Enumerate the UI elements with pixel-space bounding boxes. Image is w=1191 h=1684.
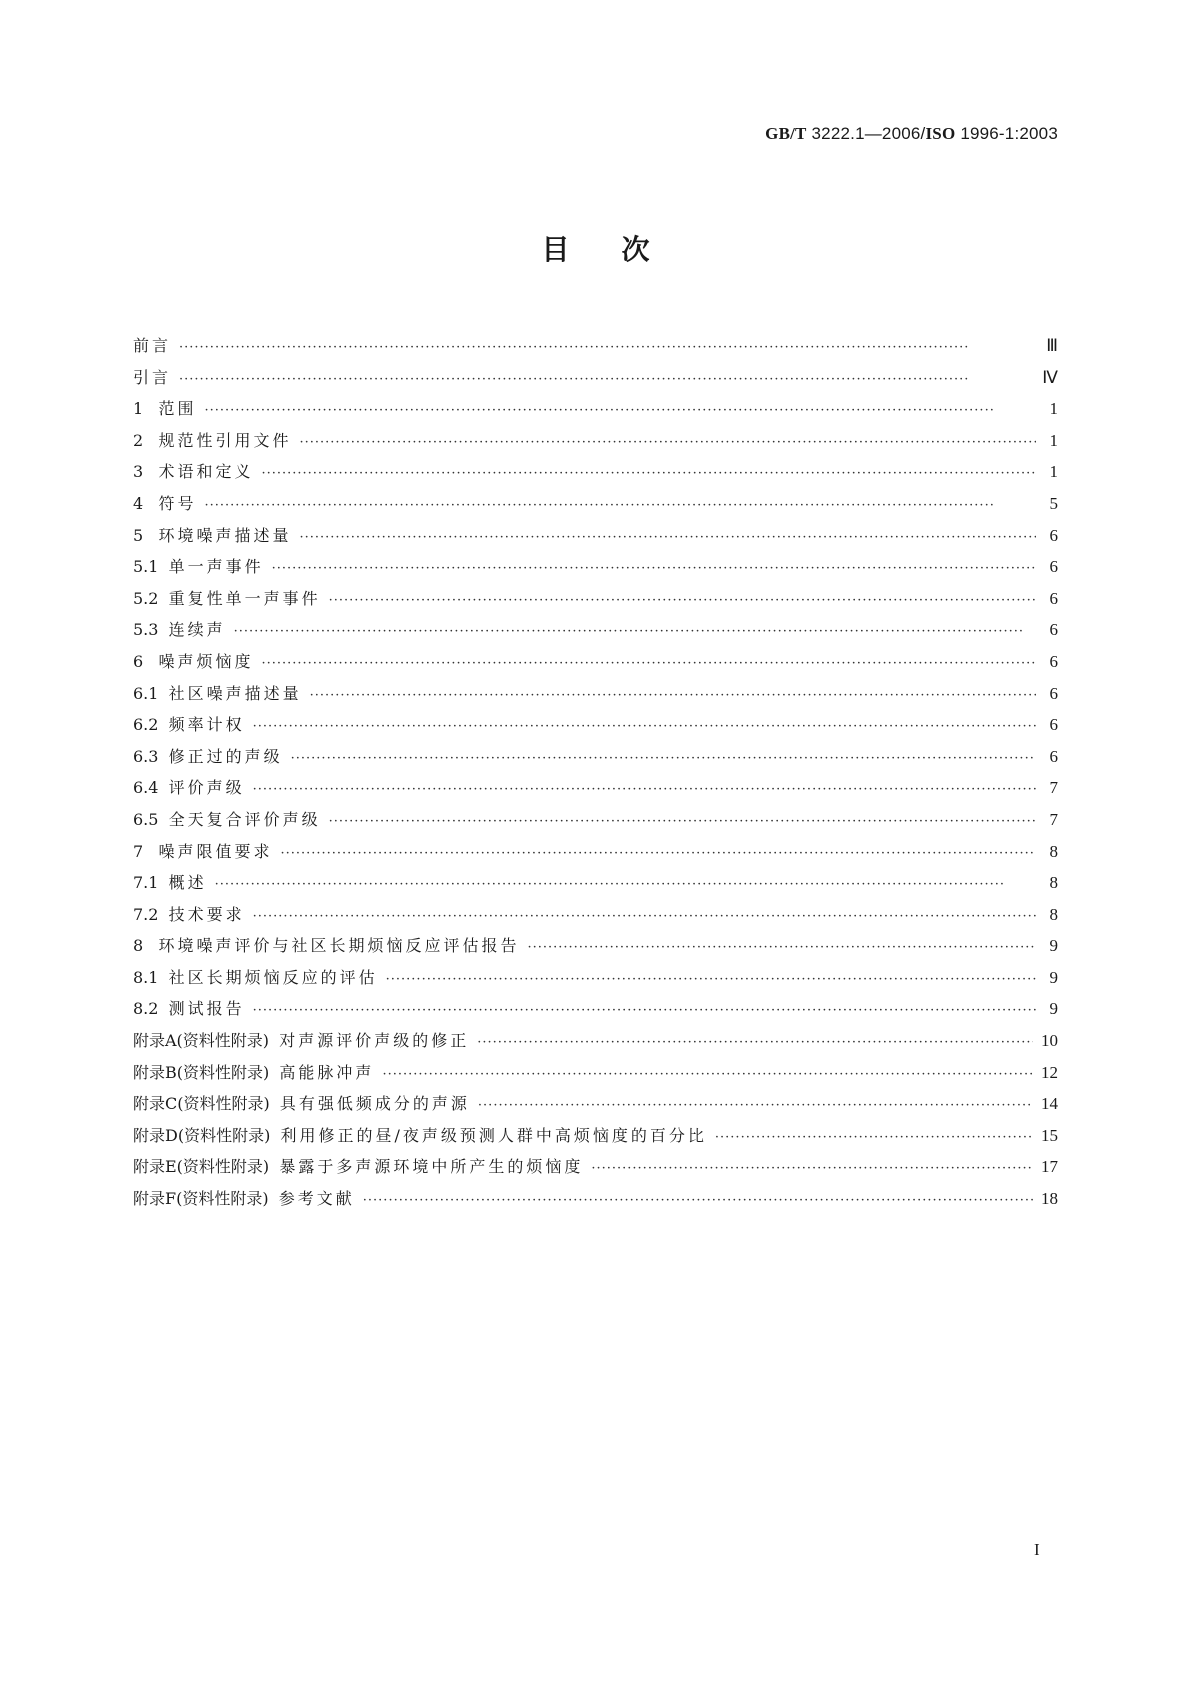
toc-entry-number: 附录E(资料性附录)	[133, 1157, 280, 1177]
toc-entry-label: 符号	[158, 493, 197, 513]
toc-entry-number: 6	[133, 651, 159, 671]
toc-entry-number: 3	[133, 462, 159, 482]
toc-entry-number: 4	[133, 493, 159, 513]
dot-leader	[253, 711, 1036, 743]
toc-entry-page: 14	[1041, 1094, 1058, 1114]
dot-leader	[329, 806, 1036, 838]
toc-entry[interactable]	[133, 1183, 1058, 1215]
toc-entry-page: 8	[1049, 873, 1058, 893]
dot-leader	[204, 395, 1036, 427]
toc-entry-page: 8	[1049, 904, 1058, 924]
toc-entry-label: 修正过的声级	[168, 746, 283, 766]
toc-entry-number: 2	[133, 430, 159, 450]
toc-entry-page: 8	[1049, 841, 1058, 861]
dot-leader	[478, 1090, 1033, 1122]
toc-entry-label: 单一声事件	[168, 557, 264, 577]
toc-entry-page: 6	[1049, 715, 1058, 735]
toc-entry-page: 9	[1049, 936, 1058, 956]
dot-leader	[299, 522, 1036, 554]
toc-entry[interactable]	[133, 1151, 1058, 1183]
toc-entry-label: 对声源评价声级的修正	[279, 1031, 470, 1051]
toc-entry-label: 概述	[168, 873, 207, 893]
toc-entry-page: 7	[1049, 809, 1058, 829]
toc-entry-label: 暴露于多声源环境中所产生的烦恼度	[279, 1157, 584, 1177]
toc-entry-page: 7	[1049, 778, 1058, 798]
dot-leader	[299, 427, 1036, 459]
toc-entry[interactable]	[133, 1025, 1058, 1057]
toc-entry-label: 前言	[133, 336, 172, 355]
toc-entry-page: 6	[1049, 651, 1058, 671]
toc-entry[interactable]	[133, 962, 1058, 994]
toc-entry-number: 8.2	[133, 999, 169, 1019]
toc-entry-number: 附录B(资料性附录)	[133, 1062, 280, 1082]
dot-leader	[253, 774, 1036, 806]
toc-entry[interactable]	[133, 583, 1058, 615]
toc-entry-page: 6	[1049, 588, 1058, 608]
toc-entry-label: 社区长期烦恼反应的评估	[168, 967, 378, 987]
toc-entry-label: 全天复合评价声级	[168, 809, 321, 829]
toc-entry-label: 重复性单一声事件	[168, 588, 321, 608]
toc-entry[interactable]	[133, 1057, 1058, 1089]
toc-entry-page: 18	[1041, 1189, 1058, 1209]
dot-leader	[253, 901, 1036, 933]
toc-entry[interactable]	[133, 741, 1058, 773]
dot-leader	[280, 838, 1036, 870]
page-title: 目次	[541, 233, 702, 266]
toc-entry[interactable]	[133, 646, 1058, 678]
dot-leader	[261, 458, 1036, 490]
toc-entry[interactable]	[133, 709, 1058, 741]
toc-entry-number: 5.3	[133, 620, 169, 640]
toc-entry-number: 附录D(资料性附录)	[133, 1125, 281, 1145]
dot-leader	[179, 364, 1034, 396]
toc-entry-label: 引言	[133, 367, 172, 387]
toc-entry-label: 测试报告	[168, 999, 245, 1019]
toc-entry-number: 6.2	[133, 715, 169, 735]
iso-prefix: ISO	[925, 124, 956, 143]
dot-leader	[310, 680, 1036, 712]
toc-entry[interactable]	[133, 362, 1058, 394]
toc-entry-number: 5.2	[133, 588, 169, 608]
dot-leader	[272, 553, 1036, 585]
toc-entry-label: 技术要求	[168, 904, 245, 924]
toc-entry-number: 5.1	[133, 557, 169, 577]
dot-leader	[253, 995, 1036, 1027]
dot-leader	[261, 648, 1036, 680]
iso-number: 1996-1:2003	[955, 124, 1058, 143]
toc-entry[interactable]	[133, 551, 1058, 583]
toc-entry-label: 社区噪声描述量	[168, 683, 302, 703]
dot-leader	[715, 1122, 1033, 1154]
toc-entry[interactable]	[133, 899, 1058, 931]
toc-entry-number: 附录F(资料性附录)	[133, 1189, 279, 1209]
toc-entry-label: 利用修正的昼/夜声级预测人群中高烦恼度的百分比	[280, 1125, 707, 1145]
dot-leader	[477, 1027, 1033, 1059]
dot-leader	[291, 743, 1036, 775]
toc-entry[interactable]	[133, 488, 1058, 520]
page-number: I	[1034, 1540, 1040, 1559]
toc-entry-page: 6	[1049, 525, 1058, 545]
toc-entry-page: 1	[1049, 430, 1058, 450]
toc-entry-number: 附录A(资料性附录)	[133, 1031, 280, 1051]
dot-leader	[179, 332, 1036, 364]
toc-entry-label: 噪声烦恼度	[158, 651, 254, 671]
standard-code	[765, 124, 1058, 144]
toc-entry-label: 频率计权	[168, 715, 245, 735]
toc-entry-label: 规范性引用文件	[158, 430, 292, 450]
toc-entry[interactable]	[133, 456, 1058, 488]
toc-entry-number: 6.4	[133, 778, 169, 798]
toc-entry[interactable]	[133, 393, 1058, 425]
dot-leader	[215, 869, 1036, 901]
toc-entry-page: 6	[1049, 557, 1058, 577]
toc-entry-page: Ⅳ	[1042, 367, 1058, 387]
toc-entry-number: 1	[133, 399, 159, 419]
toc-entry-page: 1	[1049, 399, 1058, 419]
toc-entry-number: 7.2	[133, 904, 169, 924]
toc-entry-label: 评价声级	[168, 778, 245, 798]
toc-entry-label: 噪声限值要求	[158, 841, 273, 861]
toc-entry[interactable]	[133, 772, 1058, 804]
toc-entry[interactable]	[133, 836, 1058, 868]
dot-leader	[363, 1185, 1033, 1217]
toc-entry-page: 6	[1049, 683, 1058, 703]
toc-entry[interactable]	[133, 930, 1058, 962]
toc-entry-page: Ⅲ	[1046, 336, 1058, 355]
dot-leader	[527, 932, 1036, 964]
toc-entry-label: 连续声	[168, 620, 226, 640]
dot-leader	[386, 964, 1036, 996]
toc-entry-number: 6.5	[133, 809, 169, 829]
toc-entry-number: 7.1	[133, 873, 169, 893]
toc-entry-page: 9	[1049, 967, 1058, 987]
toc-entry-number: 6.1	[133, 683, 169, 703]
toc-entry-label: 具有强低频成分的声源	[279, 1094, 470, 1114]
toc-entry-page: 10	[1041, 1031, 1058, 1051]
toc-entry-label: 术语和定义	[158, 462, 254, 482]
toc-entry-label: 参考文献	[278, 1189, 355, 1209]
toc-entry-page: 1	[1049, 462, 1058, 482]
dot-leader	[234, 616, 1036, 648]
toc-entry-number: 7	[133, 841, 159, 861]
toc-entry-page: 9	[1049, 999, 1058, 1019]
toc-entry-label: 范围	[158, 399, 197, 419]
toc-entry-label: 环境噪声描述量	[158, 525, 292, 545]
table-of-contents	[133, 330, 1058, 1215]
toc-entry-page: 6	[1049, 746, 1058, 766]
toc-entry-page: 5	[1049, 493, 1058, 513]
toc-entry-number: 5	[133, 525, 159, 545]
toc-entry-page: 15	[1041, 1125, 1058, 1145]
toc-entry[interactable]	[133, 1088, 1058, 1120]
toc-entry[interactable]	[133, 330, 1058, 362]
dot-leader	[329, 585, 1036, 617]
dot-leader	[204, 490, 1036, 522]
toc-entry[interactable]	[133, 804, 1058, 836]
toc-entry-label: 高能脉冲声	[279, 1062, 375, 1082]
toc-entry-label: 环境噪声评价与社区长期烦恼反应评估报告	[158, 936, 520, 956]
toc-entry[interactable]	[133, 993, 1058, 1025]
toc-entry[interactable]	[133, 425, 1058, 457]
toc-entry-number: 8	[133, 936, 159, 956]
toc-entry-page: 12	[1041, 1062, 1058, 1082]
dot-leader	[382, 1059, 1033, 1091]
toc-entry[interactable]	[133, 867, 1058, 899]
toc-entry[interactable]	[133, 520, 1058, 552]
toc-entry-page: 6	[1049, 620, 1058, 640]
toc-entry-number: 6.3	[133, 746, 169, 766]
std-prefix: GB/T	[765, 124, 807, 143]
toc-entry[interactable]	[133, 1120, 1058, 1152]
toc-entry-number: 附录C(资料性附录)	[133, 1094, 280, 1114]
toc-entry-number: 8.1	[133, 967, 169, 987]
std-number: 3222.1—2006/	[806, 124, 926, 143]
dot-leader	[591, 1153, 1033, 1185]
toc-entry[interactable]	[133, 678, 1058, 710]
toc-entry[interactable]	[133, 614, 1058, 646]
toc-entry-page: 17	[1041, 1157, 1058, 1177]
